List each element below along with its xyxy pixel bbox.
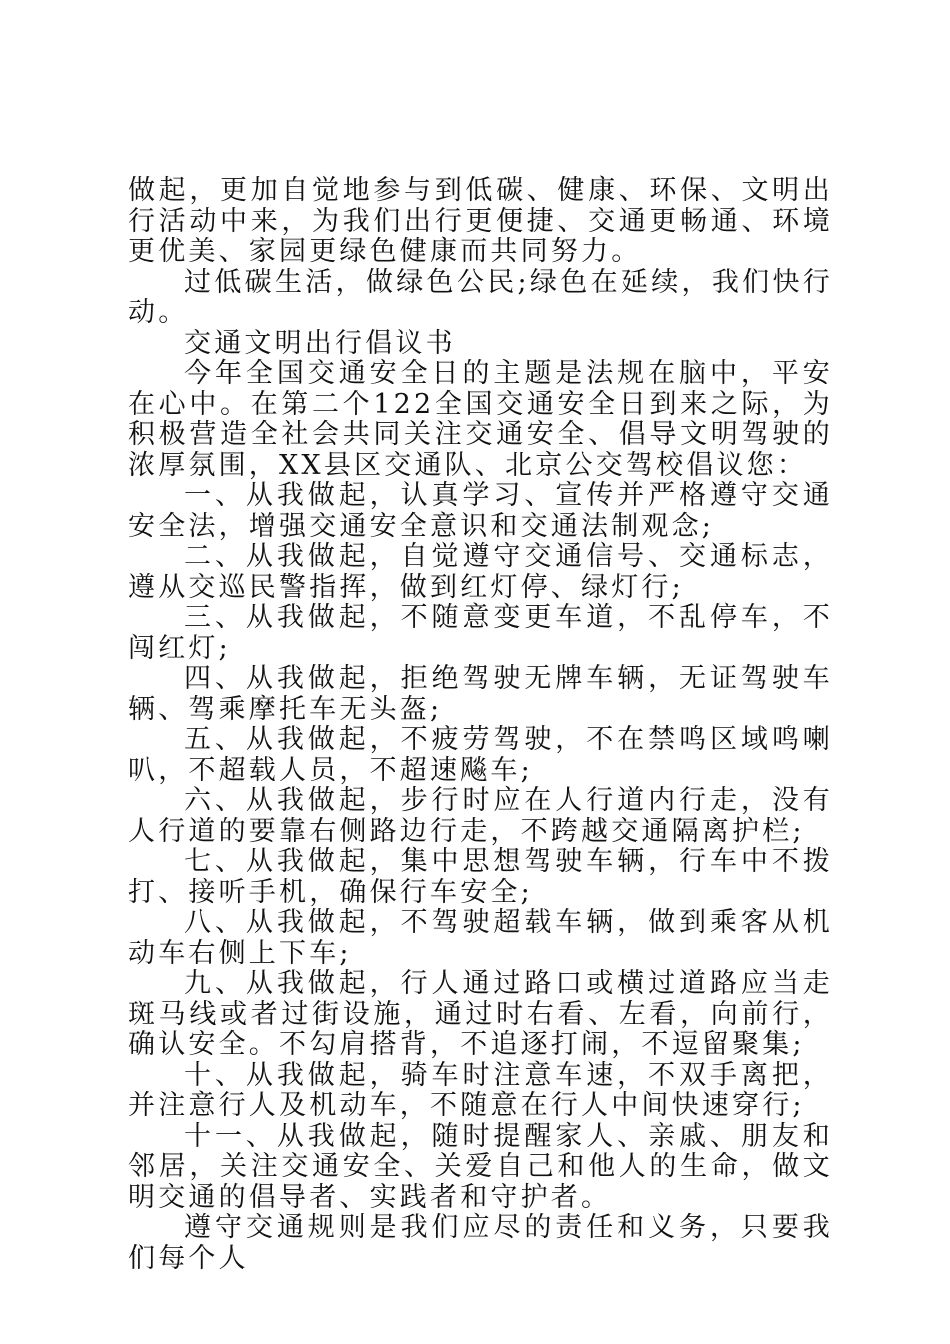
list-item: 六、从我做起，步行时应在人行道内行走，没有人行道的要靠右侧路边行走，不跨越交通隔离护栏; bbox=[128, 785, 833, 847]
list-item: 十一、从我做起，随时提醒家人、亲戚、朋友和邻居，关注交通安全、关爱自己和他人的生命，做文明交通的倡导者、实践者和守护者。 bbox=[128, 1120, 833, 1213]
list-item: 一、从我做起，认真学习、宣传并严格遵守交通安全法，增强交通安全意识和交通法制观念; bbox=[128, 480, 833, 542]
list-item: 三、从我做起，不随意变更车道，不乱停车，不闯红灯; bbox=[128, 602, 833, 664]
paragraph: 遵守交通规则是我们应尽的责任和义务，只要我们每个人 bbox=[128, 1212, 833, 1274]
section-title: 交通文明出行倡议书 bbox=[184, 327, 456, 359]
paragraph: 今年全国交通安全日的主题是法规在脑中，平安在心中。在第二个122全国交通安全日到来之际，为积极营造全社会共同关注交通安全、倡导文明驾驶的浓厚氛围，XX县区交通队、北京公交驾校倡议您： bbox=[128, 358, 833, 481]
list-item: 二、从我做起，自觉遵守交通信号、交通标志，遵从交巡民警指挥，做到红灯停、绿灯行; bbox=[128, 541, 833, 603]
list-item: 四、从我做起，拒绝驾驶无牌车辆，无证驾驶车辆、驾乘摩托车无头盔; bbox=[128, 663, 833, 725]
paragraph: 做起，更加自觉地参与到低碳、健康、环保、文明出行活动中来，为我们出行更便捷、交通更畅通、环境更优美、家园更绿色健康而共同努力。 bbox=[128, 175, 833, 267]
list-item: 七、从我做起，集中思想驾驶车辆，行车中不拨打、接听手机，确保行车安全; bbox=[128, 846, 833, 908]
paragraph: 过低碳生活，做绿色公民;绿色在延续，我们快行动。 bbox=[128, 266, 833, 328]
list-item: 十、从我做起，骑车时注意车速，不双手离把，并注意行人及机动车，不随意在行人中间快速穿行; bbox=[128, 1059, 833, 1121]
document-body bbox=[128, 176, 833, 1274]
list-item: 九、从我做起，行人通过路口或横过道路应当走斑马线或者过街设施，通过时右看、左看，向前行，确认安全。不勾肩搭背，不追逐打闹，不逗留聚集; bbox=[128, 968, 833, 1060]
list-item: 五、从我做起，不疲劳驾驶，不在禁鸣区域鸣喇叭，不超载人员，不超速飚车; bbox=[128, 724, 833, 786]
list-item: 八、从我做起，不驾驶超载车辆，做到乘客从机动车右侧上下车; bbox=[128, 907, 833, 969]
